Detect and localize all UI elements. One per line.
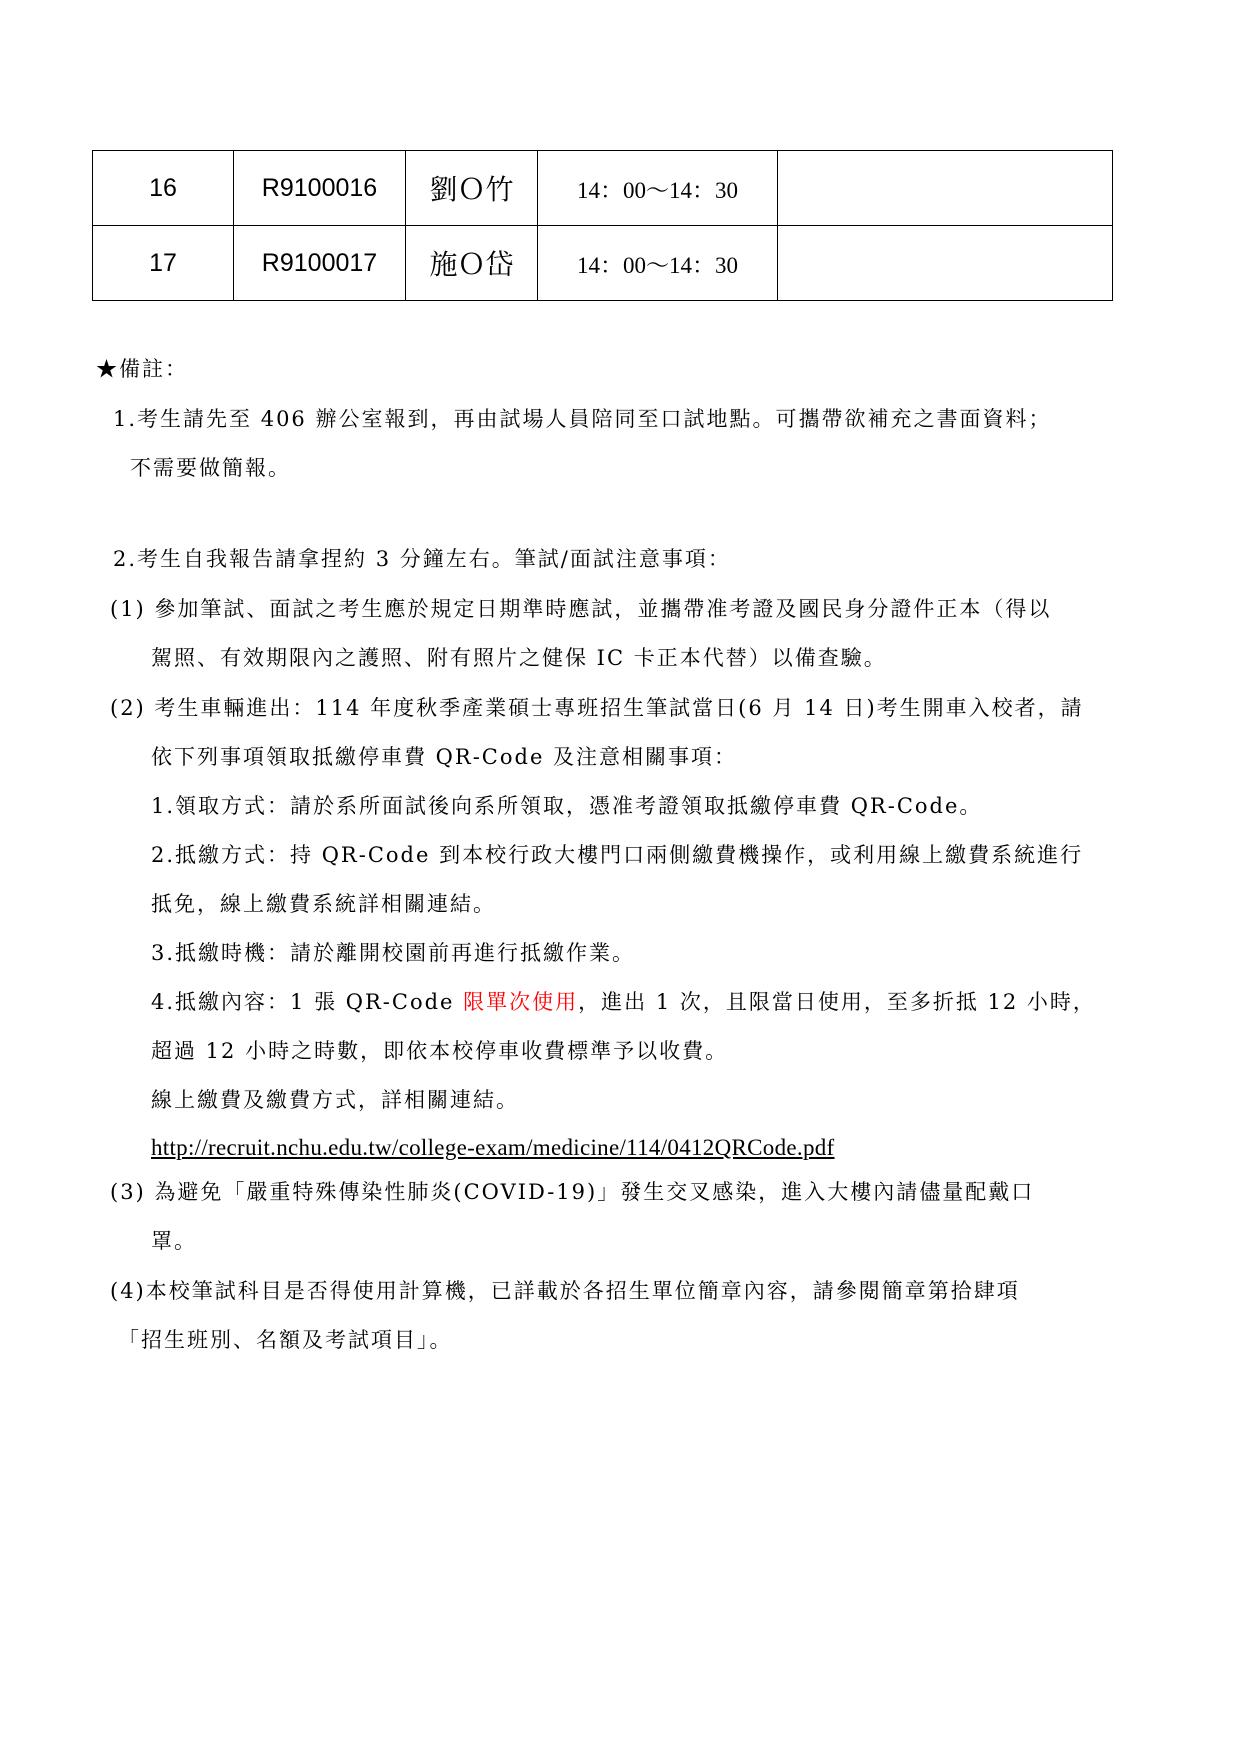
parking-step-1: 1.領取方式：請於系所面試後向系所領取，憑准考證領取抵繳停車費 QR-Code。 (151, 794, 983, 818)
parking-step-4 (151, 987, 1096, 1017)
note-point-1: (1) 參加筆試、面試之考生應於規定日期準時應試，並攜帶准考證及國民身分證件正本（得以 (110, 597, 1052, 621)
remark-cell (778, 226, 1113, 301)
online-payment-note: 線上繳費及繳費方式，詳相關連結。 (151, 1088, 519, 1112)
interview-time: 14：00～14：30 (538, 151, 778, 226)
row-number: 16 (93, 151, 234, 226)
qrcode-info-link[interactable]: http://recruit.nchu.edu.tw/college-exam/medicine/114/0412QRCode.pdf (151, 1135, 835, 1160)
row-number: 17 (93, 226, 234, 301)
note-point-3: (3) 為避免「嚴重特殊傳染性肺炎(COVID-19)」發生交叉感染，進入大樓內請儘量配戴口 (110, 1180, 1035, 1204)
note-item-2: 2.考生自我報告請拿捏約 3 分鐘左右。筆試/面試注意事項： (113, 547, 731, 571)
parking-step-4-prefix: 4.抵繳內容：1 張 QR-Code (151, 990, 464, 1014)
parking-step-4-cont: 超過 12 小時之時數，即依本校停車收費標準予以收費。 (151, 1039, 729, 1063)
candidate-name: 劉Ｏ竹 (406, 151, 538, 226)
interview-time: 14：00～14：30 (538, 226, 778, 301)
note-item-1: 1.考生請先至 406 辦公室報到，再由試場人員陪同至口試地點。可攜帶欲補充之書面資料； (113, 407, 1052, 431)
note-point-3-cont: 罩。 (151, 1229, 197, 1253)
table-row (93, 226, 1113, 301)
candidate-id: R9100016 (234, 151, 406, 226)
note-point-2-cont: 依下列事項領取抵繳停車費 QR-Code 及注意相關事項： (151, 745, 738, 769)
note-point-1-cont: 駕照、有效期限內之護照、附有照片之健保 IC 卡正本代替）以備查驗。 (151, 646, 887, 670)
remark-cell (778, 151, 1113, 226)
note-item-1-cont: 不需要做簡報。 (130, 456, 291, 480)
parking-step-2: 2.抵繳方式：持 QR-Code 到本校行政大樓門口兩側繳費機操作，或利用線上繳費系統進行 (151, 843, 1084, 867)
note-point-2: (2) 考生車輛進出：114 年度秋季產業碩士專班招生筆試當日(6 月 14 日)考生開車入校者，請 (110, 696, 1084, 720)
notes-heading: ★備註： (96, 357, 188, 381)
interview-schedule-table (92, 150, 1113, 301)
candidate-id: R9100017 (234, 226, 406, 301)
parking-step-3: 3.抵繳時機：請於離開校園前再進行抵繳作業。 (151, 941, 636, 965)
note-point-4: (4)本校筆試科目是否得使用計算機，已詳載於各招生單位簡章內容，請參閱簡章第拾肆項 (110, 1279, 1020, 1303)
parking-step-4-suffix: ，進出 1 次，且限當日使用，至多折抵 12 小時， (578, 990, 1096, 1014)
table-row (93, 151, 1113, 226)
parking-step-2-cont: 抵免，線上繳費系統詳相關連結。 (151, 892, 496, 916)
note-point-4-cont: 「招生班別、名額及考試項目」。 (118, 1328, 453, 1352)
single-use-highlight: 限單次使用 (463, 990, 579, 1014)
candidate-name: 施Ｏ岱 (406, 226, 538, 301)
